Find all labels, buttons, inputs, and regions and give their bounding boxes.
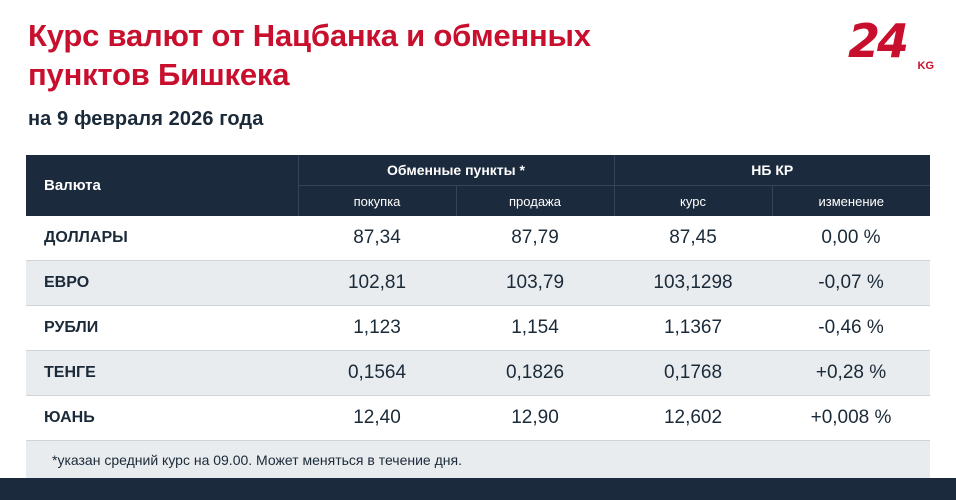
footnote-text: *указан средний курс на 09.00. Может меняться в течение дня.: [26, 441, 930, 480]
cell-buy: 1,123: [298, 306, 456, 351]
cell-buy: 12,40: [298, 396, 456, 441]
cell-change: -0,07 %: [772, 261, 930, 306]
table-footnote-row: [26, 441, 930, 480]
header-sell: продажа: [456, 186, 614, 217]
cell-rate: 87,45: [614, 216, 772, 261]
cell-rate: 1,1367: [614, 306, 772, 351]
rates-table-wrapper: [26, 155, 930, 479]
header-buy: покупка: [298, 186, 456, 217]
cell-rate: 0,1768: [614, 351, 772, 396]
cell-currency: ДОЛЛАРЫ: [26, 216, 298, 261]
logo-number: 24: [848, 14, 907, 68]
cell-currency: ТЕНГЕ: [26, 351, 298, 396]
cell-change: 0,00 %: [772, 216, 930, 261]
logo-suffix: KG: [917, 60, 934, 72]
cell-buy: 0,1564: [298, 351, 456, 396]
cell-change: +0,008 %: [772, 396, 930, 441]
table-row: [26, 351, 930, 396]
header-currency: Валюта: [26, 155, 298, 216]
cell-rate: 12,602: [614, 396, 772, 441]
cell-sell: 103,79: [456, 261, 614, 306]
table-row: [26, 216, 930, 261]
cell-change: +0,28 %: [772, 351, 930, 396]
table-row: [26, 396, 930, 441]
table-row: [26, 306, 930, 351]
header-change: изменение: [772, 186, 930, 217]
cell-currency: ЮАНЬ: [26, 396, 298, 441]
cell-buy: 102,81: [298, 261, 456, 306]
page-title: Курс валют от Нацбанка и обменных пунктов Бишкека: [28, 18, 591, 93]
cell-sell: 12,90: [456, 396, 614, 441]
header-rate: курс: [614, 186, 772, 217]
header-group-nbkr: НБ КР: [614, 155, 930, 186]
cell-change: -0,46 %: [772, 306, 930, 351]
header-group-exchange: Обменные пункты *: [298, 155, 614, 186]
table-row: [26, 261, 930, 306]
cell-currency: РУБЛИ: [26, 306, 298, 351]
header: [28, 16, 928, 131]
24kg-logo: [848, 14, 934, 74]
page-subtitle: на 9 февраля 2026 года: [28, 108, 264, 131]
rates-table: [26, 155, 930, 479]
cell-sell: 0,1826: [456, 351, 614, 396]
bottom-bar: [0, 478, 956, 500]
cell-currency: ЕВРО: [26, 261, 298, 306]
cell-sell: 87,79: [456, 216, 614, 261]
cell-rate: 103,1298: [614, 261, 772, 306]
cell-sell: 1,154: [456, 306, 614, 351]
cell-buy: 87,34: [298, 216, 456, 261]
table-header-row-groups: [26, 155, 930, 186]
